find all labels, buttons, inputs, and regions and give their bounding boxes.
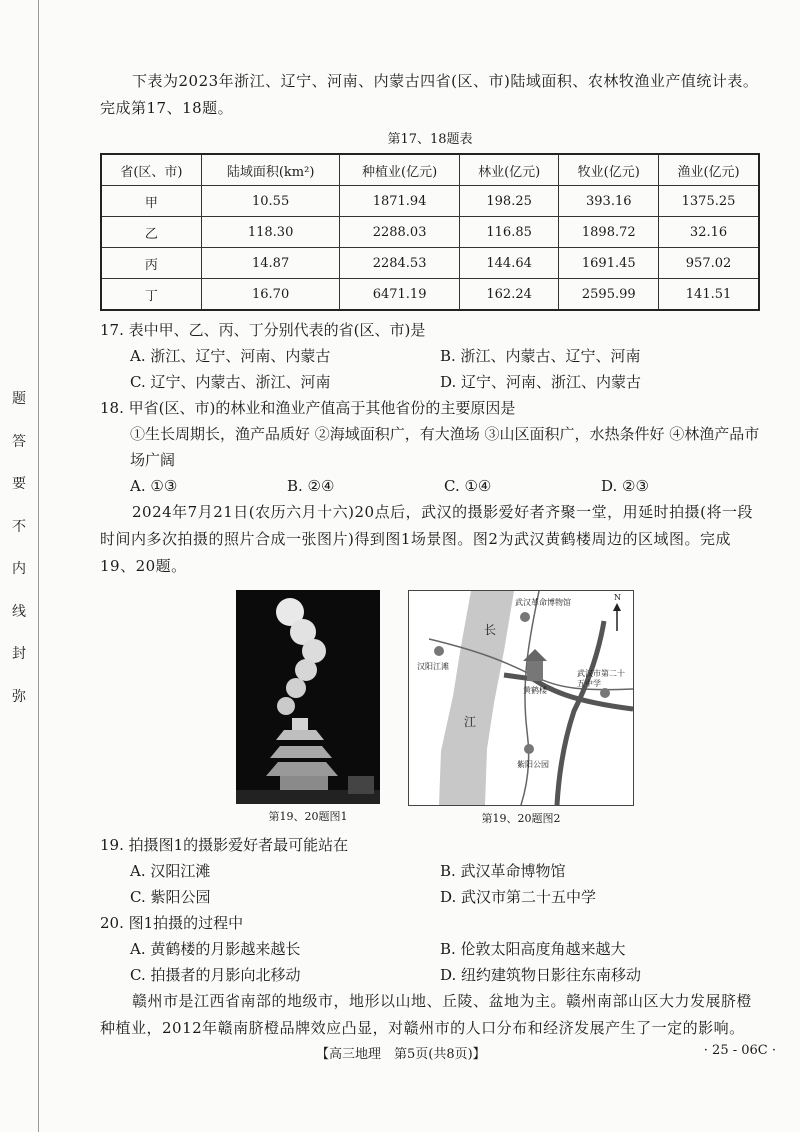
map-label-tower: 黄鹤楼 bbox=[523, 686, 547, 695]
statistics-table bbox=[100, 153, 760, 311]
table-cell: 6471.19 bbox=[340, 279, 460, 311]
table-cell: 198.25 bbox=[459, 186, 559, 217]
figure-2 bbox=[408, 590, 634, 826]
intro-next-questions: 赣州市是江西省南部的地级市，地形以山地、丘陵、盆地为主。赣州南部山区大力发展脐橙种植业，2012年赣南脐橙品牌效应凸显，对赣州市的人口分布和经济发展产生了一定的影响。 bbox=[100, 992, 753, 1037]
map-label-park: 紫阳公园 bbox=[517, 760, 549, 769]
figure-1 bbox=[236, 590, 380, 826]
table-caption: 第17、18题表 bbox=[387, 132, 473, 147]
option-b: B. 武汉革命博物馆 bbox=[440, 862, 566, 880]
margin-char: 题 bbox=[12, 391, 26, 407]
table-cell: 1375.25 bbox=[659, 186, 759, 217]
table-cell: 393.16 bbox=[559, 186, 659, 217]
table-cell: 116.85 bbox=[459, 217, 559, 248]
col-header: 渔业(亿元) bbox=[659, 154, 759, 186]
map-label-river-1: 长 bbox=[484, 623, 497, 637]
timelapse-moon-photo bbox=[236, 590, 380, 804]
question-20 bbox=[100, 910, 760, 988]
table-cell: 1898.72 bbox=[559, 217, 659, 248]
table-cell: 16.70 bbox=[201, 279, 339, 311]
col-header: 林业(亿元) bbox=[459, 154, 559, 186]
margin-char: 不 bbox=[12, 518, 26, 535]
option-d: D. 辽宁、河南、浙江、内蒙古 bbox=[440, 373, 642, 391]
area-map bbox=[408, 590, 634, 806]
margin-char: 答 bbox=[12, 433, 26, 450]
figure-1-caption: 第19、20题图1 bbox=[268, 810, 348, 823]
page-footer bbox=[316, 1043, 776, 1062]
table-cell: 1871.94 bbox=[340, 186, 460, 217]
footer-code: · 25 - 06C · bbox=[703, 1043, 776, 1058]
table-row bbox=[101, 248, 759, 279]
table-row bbox=[101, 186, 759, 217]
col-header: 种植业(亿元) bbox=[340, 154, 460, 186]
option-a: A. ①③ bbox=[130, 477, 178, 495]
option-c: C. 拍摄者的月影向北移动 bbox=[130, 966, 301, 984]
margin-char: 线 bbox=[12, 603, 26, 620]
margin-char: 要 bbox=[12, 476, 26, 492]
north-arrow-label: N bbox=[614, 593, 621, 602]
table-header-row bbox=[101, 154, 759, 186]
footer-title: 【高三地理 第5页(共8页)】 bbox=[316, 1047, 486, 1062]
question-stem: 20. 图1拍摄的过程中 bbox=[100, 914, 244, 932]
table-cell: 118.30 bbox=[201, 217, 339, 248]
map-label-museum: 武汉革命博物馆 bbox=[515, 598, 571, 607]
col-header: 省(区、市) bbox=[101, 154, 201, 186]
option-b: B. ②④ bbox=[287, 477, 335, 495]
option-a: A. 汉阳江滩 bbox=[130, 862, 211, 880]
option-c: C. 紫阳公园 bbox=[130, 888, 211, 906]
question-17 bbox=[100, 317, 760, 395]
map-drawing bbox=[409, 591, 633, 805]
table-cell: 甲 bbox=[101, 186, 201, 217]
table-cell: 14.87 bbox=[201, 248, 339, 279]
option-c: C. ①④ bbox=[444, 477, 492, 495]
col-header: 牧业(亿元) bbox=[559, 154, 659, 186]
table-row bbox=[101, 279, 759, 311]
question-18 bbox=[100, 395, 760, 499]
option-b: B. 浙江、内蒙古、辽宁、河南 bbox=[440, 347, 641, 365]
option-a: A. 浙江、辽宁、河南、内蒙古 bbox=[130, 347, 331, 365]
option-a: A. 黄鹤楼的月影越来越长 bbox=[130, 940, 301, 958]
table-cell: 141.51 bbox=[659, 279, 759, 311]
table-cell: 2595.99 bbox=[559, 279, 659, 311]
exam-page-content bbox=[100, 68, 760, 1042]
table-cell: 32.16 bbox=[659, 217, 759, 248]
option-c: C. 辽宁、内蒙古、浙江、河南 bbox=[130, 373, 331, 391]
question-stem: 19. 拍摄图1的摄影爱好者最可能站在 bbox=[100, 836, 349, 854]
table-cell: 162.24 bbox=[459, 279, 559, 311]
intro-q17-18: 下表为2023年浙江、辽宁、河南、内蒙古四省(区、市)陆域面积、农林牧渔业产值统计表。完成第17、18题。 bbox=[100, 72, 759, 117]
question-stem: 17. 表中甲、乙、丙、丁分别代表的省(区、市)是 bbox=[100, 321, 426, 339]
map-label-school: 武汉市第二十五中学 bbox=[577, 669, 625, 688]
figures-row bbox=[236, 590, 760, 826]
options-20 bbox=[100, 936, 760, 988]
table-cell: 10.55 bbox=[201, 186, 339, 217]
option-d: D. ②③ bbox=[601, 477, 649, 495]
table-cell: 2288.03 bbox=[340, 217, 460, 248]
option-d: D. 武汉市第二十五中学 bbox=[440, 888, 597, 906]
binding-margin bbox=[0, 0, 39, 1132]
moon-tower-illustration bbox=[236, 590, 380, 804]
option-b: B. 伦敦太阳高度角越来越大 bbox=[440, 940, 626, 958]
reason-list: ①生长周期长，渔产品质好 ②海域面积广，有大渔场 ③山区面积广，水热条件好 ④林渔产品市场广阔 bbox=[130, 425, 760, 469]
margin-char: 内 bbox=[12, 561, 26, 577]
table-cell: 957.02 bbox=[659, 248, 759, 279]
map-label-hanyang-beach: 汉阳江滩 bbox=[417, 662, 449, 671]
figure-2-caption: 第19、20题图2 bbox=[481, 812, 561, 825]
table-cell: 丙 bbox=[101, 248, 201, 279]
col-header: 陆域面积(km²) bbox=[201, 154, 339, 186]
margin-char: 封 bbox=[12, 646, 26, 662]
question-stem: 18. 甲省(区、市)的林业和渔业产值高于其他省份的主要原因是 bbox=[100, 399, 516, 417]
question-19 bbox=[100, 832, 760, 910]
table-cell: 丁 bbox=[101, 279, 201, 311]
map-label-river-2: 江 bbox=[464, 715, 477, 729]
intro-q19-20: 2024年7月21日(农历六月十六)20点后，武汉的摄影爱好者齐聚一堂，用延时拍摄(将一段时间内多次拍摄的照片合成一张图片)得到图1场景图。图2为武汉黄鹤楼周边的区域图。完成19、20题。 bbox=[100, 503, 753, 575]
margin-char: 弥 bbox=[12, 688, 26, 705]
table-cell: 乙 bbox=[101, 217, 201, 248]
option-d: D. 纽约建筑物日影往东南移动 bbox=[440, 966, 642, 984]
table-cell: 144.64 bbox=[459, 248, 559, 279]
options-19 bbox=[100, 858, 760, 910]
table-row bbox=[101, 217, 759, 248]
options-17 bbox=[100, 343, 760, 395]
options-18 bbox=[100, 473, 760, 499]
table-cell: 2284.53 bbox=[340, 248, 460, 279]
table-cell: 1691.45 bbox=[559, 248, 659, 279]
binding-margin-text bbox=[10, 378, 28, 718]
